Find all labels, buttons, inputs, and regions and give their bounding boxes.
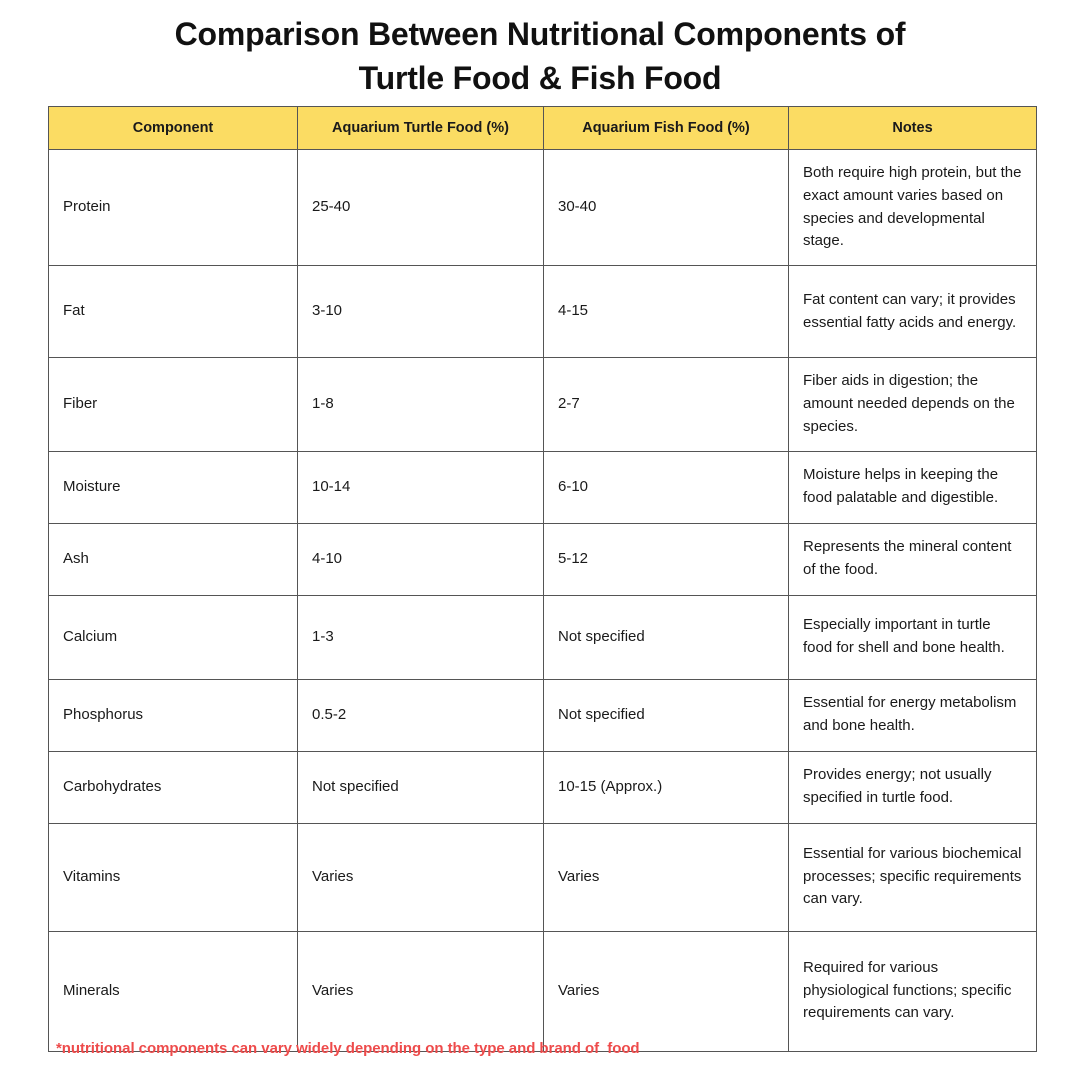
cell-fish-food: 4-15 (544, 266, 789, 358)
cell-fish-food: 6-10 (544, 451, 789, 523)
footnote-disclaimer: *nutritional components can vary widely depending on the type and brand of food (56, 1040, 640, 1057)
table-body (49, 150, 1037, 1052)
cell-turtle-food: Not specified (298, 751, 544, 823)
cell-turtle-food: 0.5-2 (298, 679, 544, 751)
cell-notes: Both require high protein, but the exact amount varies based on species and developmental stage. (789, 150, 1037, 266)
cell-notes: Required for various physiological functions; specific requirements can vary. (789, 931, 1037, 1051)
comparison-table-container (48, 106, 1036, 1052)
page-title-line-2: Turtle Food & Fish Food (358, 60, 722, 97)
table-row (49, 523, 1037, 595)
cell-turtle-food: 10-14 (298, 451, 544, 523)
cell-component: Fat (49, 266, 298, 358)
table-header (49, 107, 1037, 150)
table-row (49, 931, 1037, 1051)
cell-component: Moisture (49, 451, 298, 523)
cell-turtle-food: 3-10 (298, 266, 544, 358)
cell-fish-food: Varies (544, 823, 789, 931)
cell-fish-food: Varies (544, 931, 789, 1051)
table-row (49, 150, 1037, 266)
page-title (0, 0, 1080, 100)
cell-fish-food: 30-40 (544, 150, 789, 266)
column-header-notes: Notes (789, 107, 1037, 150)
comparison-table (48, 106, 1037, 1052)
cell-notes: Essential for energy metabolism and bone health. (789, 679, 1037, 751)
table-row (49, 451, 1037, 523)
cell-component: Phosphorus (49, 679, 298, 751)
cell-component: Ash (49, 523, 298, 595)
table-row (49, 358, 1037, 451)
table-header-row (49, 107, 1037, 150)
cell-component: Calcium (49, 595, 298, 679)
cell-component: Fiber (49, 358, 298, 451)
cell-turtle-food: 25-40 (298, 150, 544, 266)
table-row (49, 679, 1037, 751)
cell-notes: Especially important in turtle food for shell and bone health. (789, 595, 1037, 679)
cell-notes: Moisture helps in keeping the food palatable and digestible. (789, 451, 1037, 523)
cell-fish-food: Not specified (544, 595, 789, 679)
cell-fish-food: 5-12 (544, 523, 789, 595)
cell-component: Vitamins (49, 823, 298, 931)
cell-component: Minerals (49, 931, 298, 1051)
table-row (49, 751, 1037, 823)
cell-component: Carbohydrates (49, 751, 298, 823)
cell-turtle-food: 1-8 (298, 358, 544, 451)
cell-fish-food: 2-7 (544, 358, 789, 451)
cell-notes: Represents the mineral content of the food. (789, 523, 1037, 595)
cell-turtle-food: Varies (298, 823, 544, 931)
table-row (49, 266, 1037, 358)
page-title-line-1: Comparison Between Nutritional Components of (174, 16, 906, 52)
cell-component: Protein (49, 150, 298, 266)
table-row (49, 823, 1037, 931)
column-header-component: Component (49, 107, 298, 150)
cell-fish-food: Not specified (544, 679, 789, 751)
cell-notes: Fat content can vary; it provides essential fatty acids and energy. (789, 266, 1037, 358)
cell-turtle-food: Varies (298, 931, 544, 1051)
column-header-fish-food: Aquarium Fish Food (%) (544, 107, 789, 150)
cell-notes: Provides energy; not usually specified in turtle food. (789, 751, 1037, 823)
cell-turtle-food: 4-10 (298, 523, 544, 595)
table-row (49, 595, 1037, 679)
cell-notes: Fiber aids in digestion; the amount needed depends on the species. (789, 358, 1037, 451)
cell-turtle-food: 1-3 (298, 595, 544, 679)
cell-fish-food: 10-15 (Approx.) (544, 751, 789, 823)
column-header-turtle-food: Aquarium Turtle Food (%) (298, 107, 544, 150)
cell-notes: Essential for various biochemical processes; specific requirements can vary. (789, 823, 1037, 931)
